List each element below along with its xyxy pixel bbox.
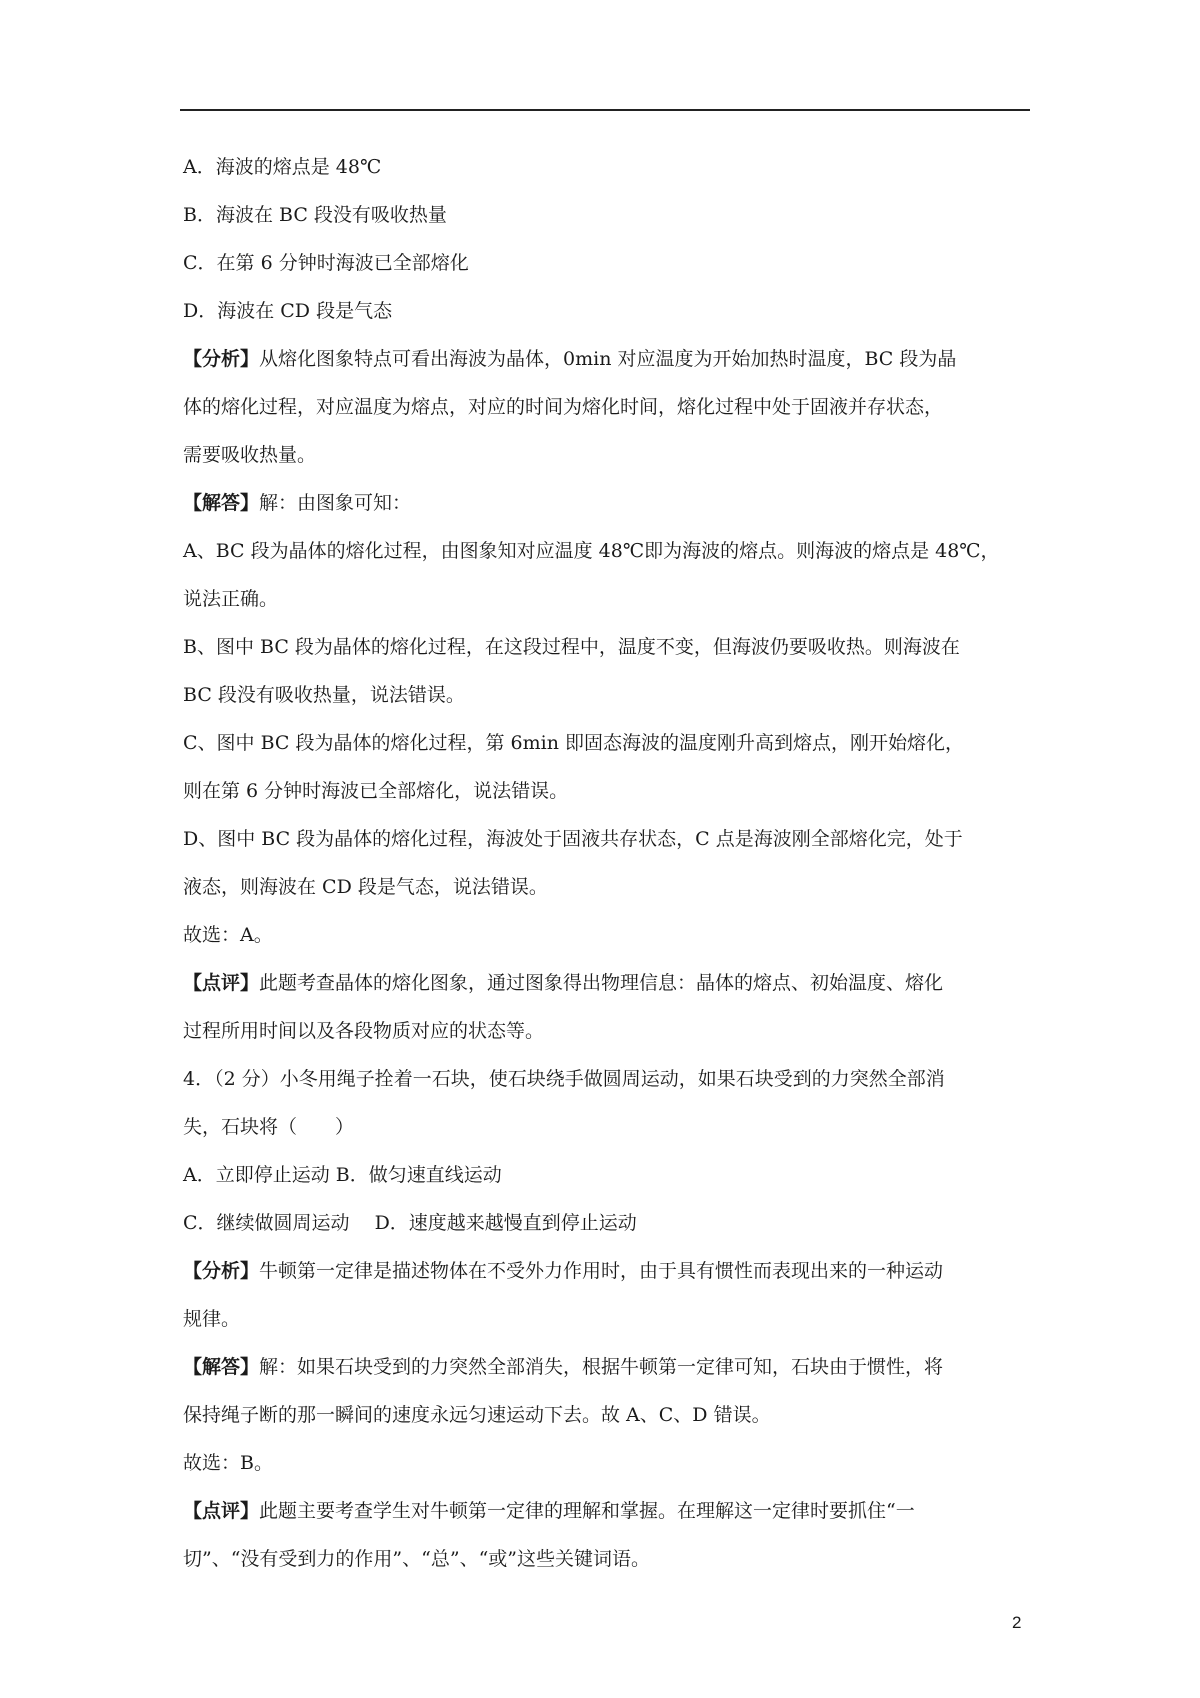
header-rule [180,109,1030,111]
text-line: 则在第 6 分钟时海波已全部熔化，说法错误。 [183,780,569,802]
text-line: 【点评】此题考查晶体的熔化图象，通过图象得出物理信息：晶体的熔点、初始温度、熔化 [183,972,944,994]
text-line: 说法正确。 [183,588,279,610]
text-line: BC 段没有吸收热量，说法错误。 [183,684,465,706]
section-tag: 【点评】 [183,1500,260,1522]
section-tag: 【解答】 [183,1356,260,1378]
text-line: 【解答】解：如果石块受到的力突然全部消失，根据牛顿第一定律可知，石块由于惯性，将 [183,1356,944,1378]
text-line: 切”、“没有受到力的作用”、“总”、“或”这些关键词语。 [183,1548,650,1570]
section-tag: 【分析】 [183,348,260,370]
text-line: 故选：A。 [183,924,273,946]
question-line: 失，石块将（ ） [183,1116,355,1138]
document-body [183,155,1031,1571]
text-line: 规律。 [183,1308,241,1330]
text-line: 【分析】牛顿第一定律是描述物体在不受外力作用时，由于具有惯性而表现出来的一种运动 [183,1260,944,1282]
text-line: 液态，则海波在 CD 段是气态，说法错误。 [183,876,548,898]
page-number: 2 [1012,1613,1022,1632]
text-line: C．在第 6 分钟时海波已全部熔化 [183,252,469,274]
text-line: 【解答】解：由图象可知： [183,492,412,514]
text-line: B．海波在 BC 段没有吸收热量 [183,204,447,226]
question-line: 4．（2 分）小冬用绳子拴着一石块，使石块绕手做圆周运动，如果石块受到的力突然全部消 [183,1068,945,1090]
option-line: C．继续做圆周运动 D．速度越来越慢直到停止运动 [183,1212,637,1234]
text-line: 过程所用时间以及各段物质对应的状态等。 [183,1020,545,1042]
text-line: 保持绳子断的那一瞬间的速度永远匀速运动下去。故 A、C、D 错误。 [183,1404,771,1426]
text-line: 体的熔化过程，对应温度为熔点，对应的时间为熔化时间，熔化过程中处于固液并存状态， [183,396,944,418]
text-line: D、图中 BC 段为晶体的熔化过程，海波处于固液共存状态，C 点是海波刚全部熔化完，处于 [183,828,963,850]
text-line: 故选：B。 [183,1452,273,1474]
text-line: D．海波在 CD 段是气态 [183,300,393,322]
text-line: A．海波的熔点是 48℃ [183,156,382,178]
text-line: 需要吸收热量。 [183,444,317,466]
text-line: C、图中 BC 段为晶体的熔化过程，第 6min 即固态海波的温度刚升高到熔点，刚开始熔化， [183,732,964,754]
section-tag: 【点评】 [183,972,260,994]
text-line: 【分析】从熔化图象特点可看出海波为晶体，0min 对应温度为开始加热时温度，BC 段为晶 [183,348,957,370]
text-line: A、BC 段为晶体的熔化过程，由图象知对应温度 48℃即为海波的熔点。则海波的熔点是 48℃， [183,540,1000,562]
text-line: B、图中 BC 段为晶体的熔化过程，在这段过程中，温度不变，但海波仍要吸收热。则海波在 [183,636,960,658]
option-line: A．立即停止运动 B．做匀速直线运动 [183,1164,502,1186]
section-tag: 【解答】 [183,492,260,514]
text-line: 【点评】此题主要考查学生对牛顿第一定律的理解和掌握。在理解这一定律时要抓住“一 [183,1500,915,1522]
section-tag: 【分析】 [183,1260,260,1282]
